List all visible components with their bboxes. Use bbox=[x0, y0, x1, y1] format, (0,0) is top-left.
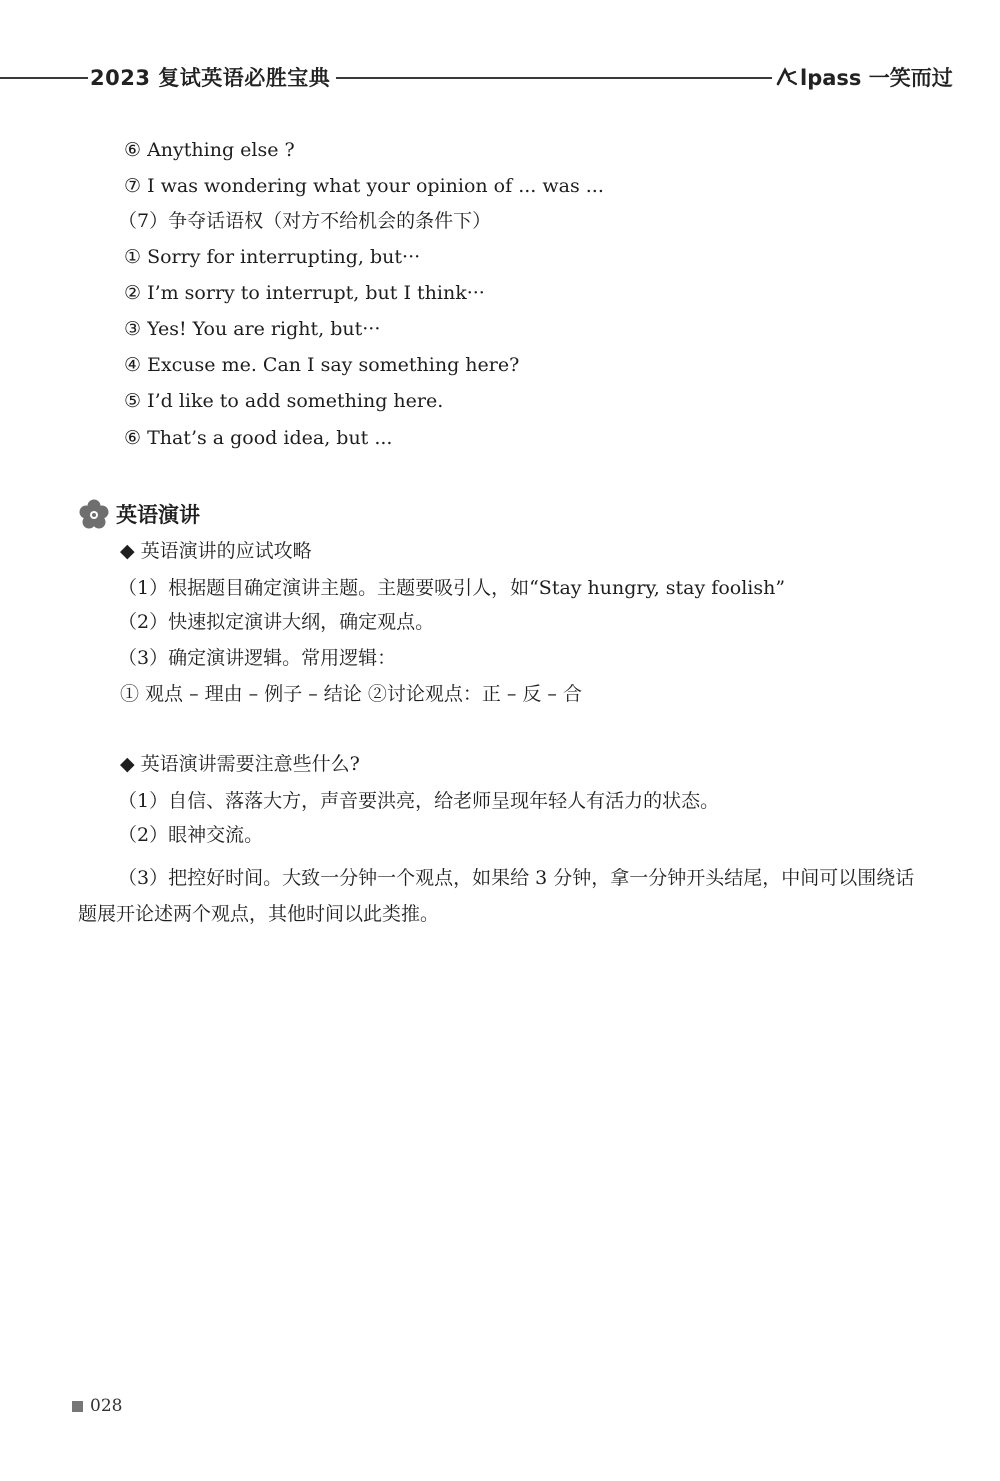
header-rule-left bbox=[0, 77, 88, 79]
list-item: ④ Excuse me. Can I say something here? bbox=[124, 354, 520, 376]
list-item: （2）快速拟定演讲大纲，确定观点。 bbox=[118, 611, 435, 633]
list-item: （2）眼神交流。 bbox=[118, 824, 264, 846]
section-title: 英语演讲 bbox=[116, 503, 200, 527]
brand-slogan bbox=[772, 62, 957, 92]
brand-slogan-text: lpass 一笑而过 bbox=[800, 66, 953, 90]
list-heading: （7）争夺话语权（对方不给机会的条件下） bbox=[118, 210, 492, 232]
page-header bbox=[0, 58, 1000, 98]
flower-icon bbox=[78, 498, 110, 530]
list-item: ⑥ That’s a good idea, but ... bbox=[124, 427, 393, 449]
list-item: ⑦ I was wondering what your opinion of ... was ... bbox=[124, 175, 604, 197]
header-rule-middle bbox=[318, 77, 772, 79]
list-item: ⑤ I’d like to add something here. bbox=[124, 390, 444, 412]
section-heading bbox=[78, 498, 200, 530]
list-item: ① 观点 – 理由 – 例子 – 结论 ②讨论观点：正 – 反 – 合 bbox=[120, 683, 582, 705]
list-item: ③ Yes! You are right, but··· bbox=[124, 318, 381, 340]
page-footer bbox=[72, 1396, 122, 1416]
list-item: ⑥ Anything else ? bbox=[124, 139, 295, 161]
list-item: ② I’m sorry to interrupt, but I think··· bbox=[124, 282, 485, 304]
list-item: （1）自信、落落大方，声音要洪亮，给老师呈现年轻人有活力的状态。 bbox=[118, 790, 720, 812]
list-item: （3）确定演讲逻辑。常用逻辑： bbox=[118, 647, 397, 669]
square-icon bbox=[72, 1401, 83, 1412]
list-item: （1）根据题目确定演讲主题。主题要吸引人，如“Stay hungry, stay foolish” bbox=[118, 577, 786, 599]
book-title: 2023 复试英语必胜宝典 bbox=[88, 62, 336, 92]
brand-logo-icon bbox=[776, 66, 798, 88]
bullet-heading: ◆ 英语演讲需要注意些什么? bbox=[120, 753, 360, 775]
body-paragraph: （3）把控好时间。大致一分钟一个观点，如果给 3 分钟，拿一分钟开头结尾，中间可以围绕话题展开论述两个观点，其他时间以此类推。 bbox=[78, 867, 915, 925]
list-item: ① Sorry for interrupting, but··· bbox=[124, 246, 421, 268]
bullet-heading: ◆ 英语演讲的应试攻略 bbox=[120, 540, 312, 562]
page-number: 028 bbox=[90, 1396, 123, 1416]
